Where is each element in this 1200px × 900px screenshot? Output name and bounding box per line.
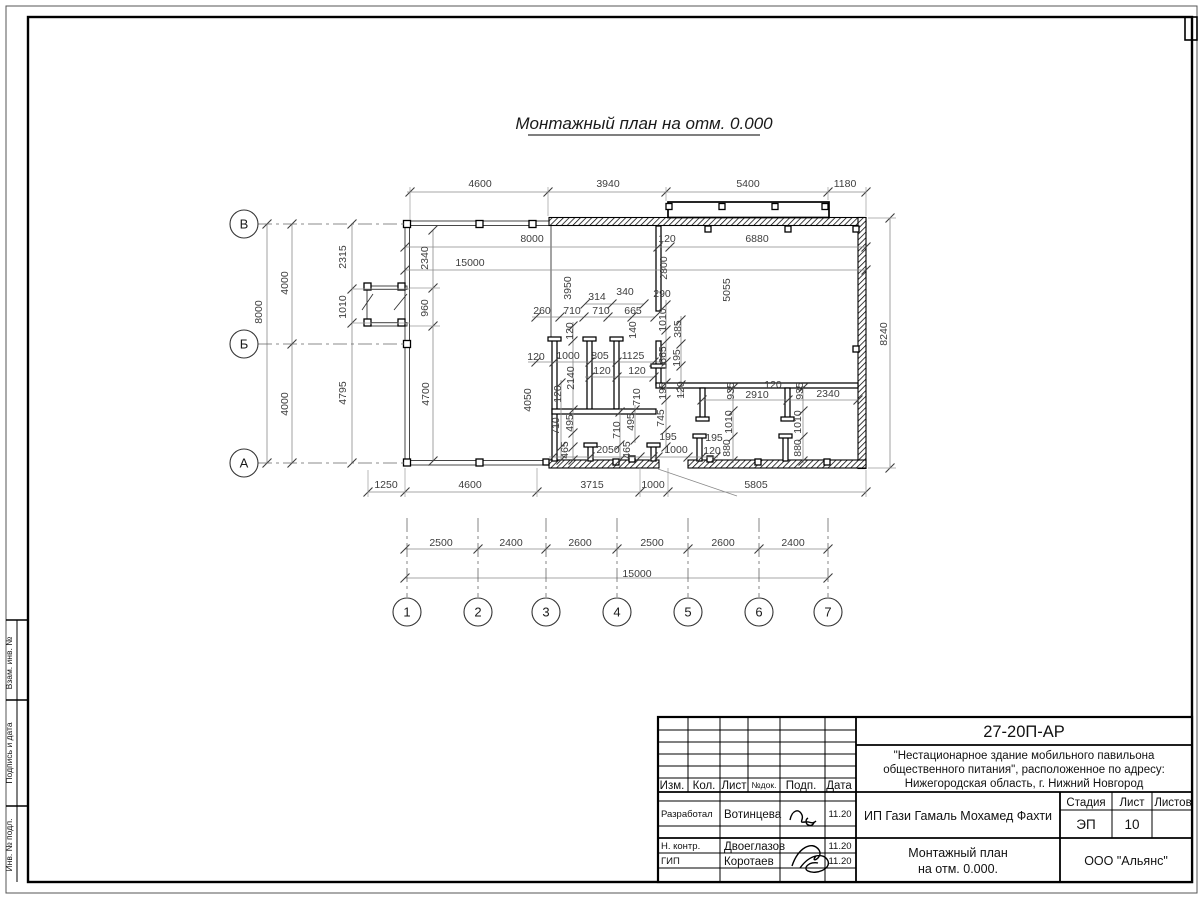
dim-label: 140 bbox=[627, 321, 639, 339]
dim-label: 960 bbox=[419, 299, 431, 317]
dim-label: 120 bbox=[703, 445, 721, 457]
axis-grid bbox=[230, 210, 842, 626]
row-date: 11.20 bbox=[828, 841, 852, 852]
dim-label: 2600 bbox=[568, 537, 592, 549]
dim-label: 3950 bbox=[562, 276, 574, 300]
stage-value: ЭП bbox=[1076, 817, 1096, 832]
dim-label: 1010 bbox=[657, 308, 669, 332]
door-swing-line bbox=[362, 294, 373, 310]
dim-label: 15000 bbox=[622, 568, 652, 580]
dim-label: 1010 bbox=[792, 410, 804, 434]
dimension-labels bbox=[253, 178, 890, 580]
row-role: ГИП bbox=[661, 856, 680, 867]
row-role: Н. контр. bbox=[661, 841, 701, 852]
dim-label: 5805 bbox=[744, 479, 768, 491]
project-line3: Нижегородская область, г. Нижний Новгород bbox=[904, 778, 1144, 790]
bearing-walls bbox=[549, 218, 866, 469]
col-header-list: Лист bbox=[721, 780, 747, 792]
dim-label: 120 bbox=[564, 322, 576, 340]
dim-label: 710 bbox=[592, 305, 610, 317]
axis-row-label: А bbox=[239, 455, 249, 471]
row-role: Разработал bbox=[661, 809, 713, 820]
dim-label: 665 bbox=[657, 346, 669, 364]
dim-label: 195 bbox=[705, 432, 723, 444]
dim-label: 2340 bbox=[419, 246, 431, 270]
axis-col-label: 1 bbox=[403, 604, 411, 620]
dim-label: 1250 bbox=[374, 479, 398, 491]
col-header-kol: Кол. bbox=[692, 780, 716, 792]
sheet-header: Лист bbox=[1119, 797, 1145, 809]
dim-label: 6880 bbox=[745, 233, 769, 245]
row-name: Коротаев bbox=[724, 856, 774, 868]
row-date: 11.20 bbox=[828, 809, 852, 820]
dim-label: 8000 bbox=[253, 300, 265, 324]
dim-label: 5400 bbox=[736, 178, 760, 190]
plan-title-text: Монтажный план на отм. 0.000 bbox=[515, 114, 773, 133]
customer-name: ИП Гази Гамаль Мохамед Фахти bbox=[863, 809, 1053, 823]
axis-col-label: 2 bbox=[474, 604, 482, 620]
dim-label: 120 bbox=[675, 381, 687, 399]
dim-label: 4600 bbox=[458, 479, 482, 491]
dim-label: 2340 bbox=[816, 388, 840, 400]
row-date: 11.20 bbox=[828, 856, 852, 867]
dim-label: 880 bbox=[792, 439, 804, 457]
company-name: ООО "Альянс" bbox=[1084, 854, 1168, 868]
dim-label: 805 bbox=[591, 350, 609, 362]
dim-label: 665 bbox=[624, 305, 642, 317]
dim-label: 710 bbox=[550, 417, 562, 435]
dim-label: 710 bbox=[611, 421, 623, 439]
axis-row-label: В bbox=[239, 216, 249, 232]
dim-label: 935 bbox=[725, 382, 737, 400]
dim-label: 2800 bbox=[658, 256, 670, 280]
axis-col-label: 3 bbox=[542, 604, 550, 620]
dim-label: 120 bbox=[628, 365, 646, 377]
stage-header: Стадия bbox=[1066, 797, 1106, 809]
platform bbox=[668, 202, 829, 218]
dim-label: 120 bbox=[764, 379, 782, 391]
dim-label: 2910 bbox=[745, 389, 769, 401]
col-header-izm: Изм. bbox=[659, 780, 685, 792]
doc-title-line2: на отм. 0.000. bbox=[917, 862, 999, 876]
project-line2: общественного питания", расположенное по адресу: bbox=[883, 764, 1165, 776]
dim-label: 2500 bbox=[429, 537, 453, 549]
dim-label: 4795 bbox=[337, 381, 349, 405]
dim-label: 8240 bbox=[878, 322, 890, 346]
dim-label: 465 bbox=[559, 441, 571, 459]
dim-label: 3715 bbox=[580, 479, 604, 491]
dim-label: 745 bbox=[655, 409, 667, 427]
doc-title-line1: Монтажный план bbox=[908, 846, 1008, 860]
axis-col-label: 7 bbox=[824, 604, 832, 620]
sheet-number: 10 bbox=[1124, 817, 1140, 832]
dim-label: 465 bbox=[621, 441, 633, 459]
dim-label: 260 bbox=[533, 305, 551, 317]
dim-label: 120 bbox=[658, 233, 676, 245]
dim-label: 4050 bbox=[522, 388, 534, 412]
dim-label: 15000 bbox=[455, 257, 485, 269]
dim-label: 120 bbox=[593, 365, 611, 377]
dim-label: 2050 bbox=[596, 444, 620, 456]
col-header-podp: Подп. bbox=[785, 780, 817, 792]
dim-label: 120 bbox=[527, 351, 545, 363]
frame-label-vzam: Взам. инв. № bbox=[4, 636, 14, 690]
dim-label: 2400 bbox=[499, 537, 523, 549]
col-header-data: Дата bbox=[826, 780, 852, 792]
dim-label: 120 bbox=[552, 385, 564, 403]
dim-label: 1010 bbox=[723, 410, 735, 434]
dim-label: 1180 bbox=[833, 178, 857, 190]
title-block bbox=[658, 717, 1192, 882]
dim-label: 195 bbox=[657, 382, 669, 400]
dim-label: 2400 bbox=[781, 537, 805, 549]
dim-label: 8000 bbox=[520, 233, 544, 245]
sheets-header: Листов bbox=[1154, 797, 1192, 809]
dim-label: 495 bbox=[564, 414, 576, 432]
dim-label: 4000 bbox=[279, 271, 291, 295]
frame-label-podpis: Подпись и дата bbox=[4, 722, 14, 784]
dim-label: 4600 bbox=[468, 178, 492, 190]
axis-row-label: Б bbox=[239, 336, 249, 352]
dim-label: 1000 bbox=[556, 350, 580, 362]
dim-label: 5055 bbox=[721, 278, 733, 302]
dim-label: 935 bbox=[794, 382, 806, 400]
dim-label: 340 bbox=[616, 286, 634, 298]
row-name: Вотинцева bbox=[724, 809, 782, 821]
dim-label: 2600 bbox=[711, 537, 735, 549]
plan-title bbox=[515, 114, 773, 135]
dim-label: 385 bbox=[672, 320, 684, 338]
frame-stamp-column bbox=[4, 620, 28, 882]
dim-label: 290 bbox=[653, 288, 671, 300]
dim-label: 4700 bbox=[420, 382, 432, 406]
axis-col-label: 6 bbox=[755, 604, 763, 620]
frame-label-inv: Инв. № подл. bbox=[4, 818, 14, 872]
row-name: Двоеглазов bbox=[724, 841, 786, 853]
dim-label: 495 bbox=[625, 413, 637, 431]
col-header-ndok: №док. bbox=[751, 780, 777, 790]
dim-label: 2140 bbox=[565, 366, 577, 390]
dim-label: 1125 bbox=[621, 350, 645, 362]
project-code: 27-20П-АР bbox=[983, 723, 1065, 741]
interior-partitions bbox=[548, 226, 858, 461]
dim-label: 1000 bbox=[664, 444, 688, 456]
axis-col-label: 4 bbox=[613, 604, 621, 620]
dim-label: 2500 bbox=[640, 537, 664, 549]
dim-label: 710 bbox=[563, 305, 581, 317]
dim-label: 710 bbox=[631, 388, 643, 406]
dim-label: 4000 bbox=[279, 392, 291, 416]
project-line1: "Нестационарное здание мобильного павильона bbox=[893, 750, 1155, 762]
dim-label: 1010 bbox=[337, 295, 349, 319]
dim-label: 3940 bbox=[596, 178, 620, 190]
dim-label: 2315 bbox=[337, 245, 349, 269]
dim-label: 195 bbox=[671, 349, 683, 367]
dim-label: 880 bbox=[721, 439, 733, 457]
dim-label: 314 bbox=[588, 291, 606, 303]
dim-label: 1000 bbox=[641, 479, 665, 491]
dim-label: 195 bbox=[659, 431, 677, 443]
axis-col-label: 5 bbox=[684, 604, 692, 620]
